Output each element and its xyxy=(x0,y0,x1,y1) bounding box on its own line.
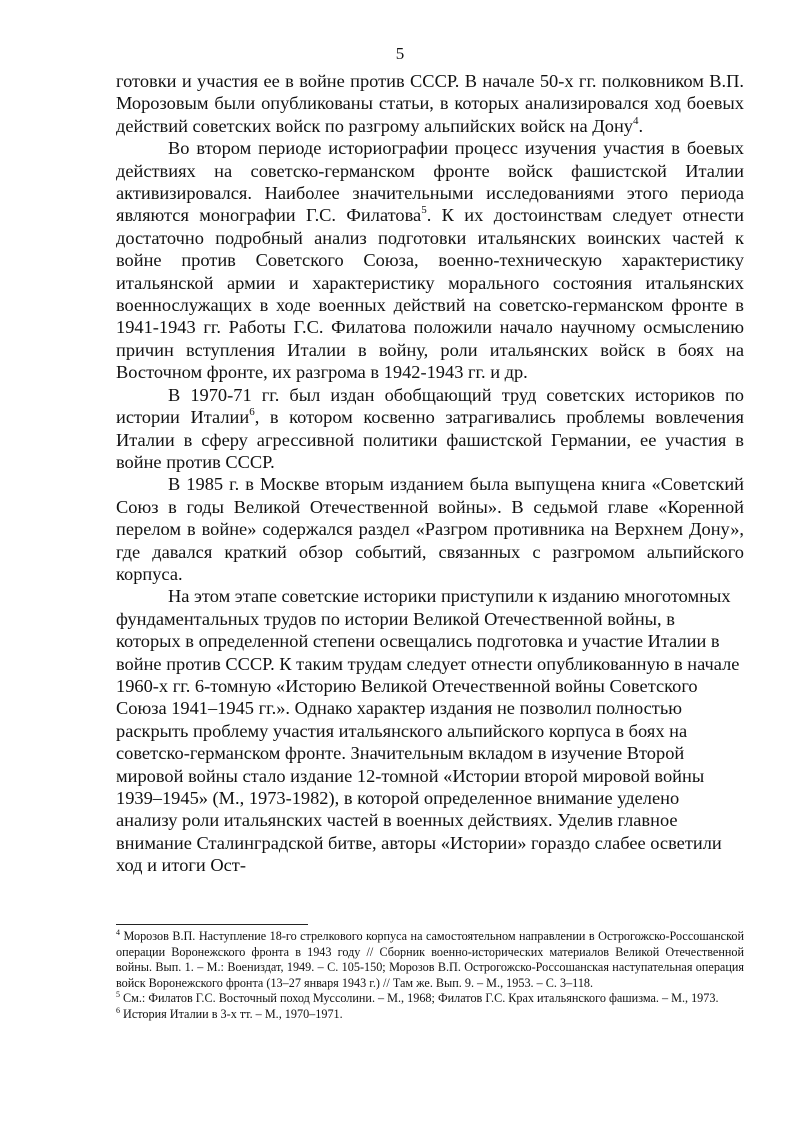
footnote xyxy=(116,1007,744,1023)
paragraph-text: , в котором косвенно затрагивались проблемы вовлечения Италии в сферу агрессивной политики фашистской Германии, ее участия в войне против СССР. xyxy=(116,407,744,472)
footnote-number: 6 xyxy=(116,1005,120,1015)
footnote-ref: 4 xyxy=(633,114,639,127)
paragraph-text: . xyxy=(638,115,644,136)
paragraph-text: готовки и участия ее в войне против СССР. В начале 50-х гг. полковником В.П. Морозовым были опубликованы статьи, в которых анализировался ход боевых действий советских войск по разгрому альпийских войск на Дону xyxy=(116,71,744,136)
footnotes xyxy=(116,929,744,1023)
footnote-text: Морозов В.П. Наступление 18-го стрелкового корпуса на самостоятельном направлении в Острогожско-Россошанской операции Воронежского фронта в 1943 году // Сборник военно-исторических материалов Великой Отечественной войны. Вып. 1. – М.: Воениздат, 1949. – С. 105-150; Морозов В.П. Острогожско-Россошанская наступательная операция войск Воронежского фронта (13–27 января 1943 г.) // Там же. Вып. 9. – М., 1953. – С. 3–118. xyxy=(116,929,744,990)
paragraph xyxy=(116,70,744,137)
paragraph xyxy=(116,585,744,876)
footnote-number: 4 xyxy=(116,928,120,937)
body-text xyxy=(116,70,744,877)
paragraph-text: . К их достоинствам следует отнести достаточно подробный анализ подготовки итальянских воинских частей к войне против Советского Союза, военно-техническую характеристику итальянской армии и характеристику морального состояния итальянских военнослужащих в ходе военных действий на советско-германском фронте в 1941-1943 гг. Работы Г.С. Филатова положили начало научному осмыслению причин вступления Италии в войну, роли итальянских войск в боях на Восточном фронте, их разгрома в 1942-1943 гг. и др. xyxy=(116,205,744,383)
footnote-number: 5 xyxy=(116,990,120,1000)
paragraph xyxy=(116,384,744,474)
paragraph-text: На этом этапе советские историки приступили к изданию многотомных фундаментальных трудов по истории Великой Отечественной войны, в которых в определенной степени освещались подготовка и участие Италии в войне против СССР. К таким трудам следует отнести опубликованную в начале 1960-х гг. 6-томную «Историю Великой Отечественной войны Советского Союза 1941–1945 гг.». Однако характер издания не позволил полностью раскрыть проблему участия итальянского альпийского корпуса в боях на советско-германском фронте. Значительным вкладом в изучение Второй мировой войны стало издание 12-томной «Истории второй мировой войны 1939–1945» (М., 1973-1982), в которой определенное внимание уделено анализу роли итальянских частей в военных действиях. Уделив главное внимание Сталинградской битве, авторы «Истории» гораздо слабее осветили ход и итоги Ост- xyxy=(116,586,740,876)
footnote-text: История Италии в 3-х тт. – М., 1970–1971. xyxy=(120,1006,343,1021)
paragraph-text: Во втором периоде историографии процесс изучения участия в боевых действиях на советско-германском фронте войск фашистской Италии активизировался. Наиболее значительными исследованиями этого периода являются монографии Г.С. Филатова xyxy=(116,138,744,226)
page-number: 5 xyxy=(395,44,405,63)
footnote xyxy=(116,929,744,991)
footnote-separator xyxy=(116,924,308,925)
footnote-text: См.: Филатов Г.С. Восточный поход Муссолини. – М., 1968; Филатов Г.С. Крах итальянского фашизма. – М., 1973. xyxy=(120,991,719,1006)
footnote-ref: 5 xyxy=(421,204,427,217)
footnote-ref: 6 xyxy=(249,406,255,419)
paragraph xyxy=(116,137,744,383)
paragraph-text: В 1985 г. в Москве вторым изданием была выпущена книга «Советский Союз в годы Великой Отечественной войны». В седьмой главе «Коренной перелом в войне» содержался раздел «Разгром противника на Верхнем Дону», где давался краткий обзор событий, связанных с разгромом альпийского корпуса. xyxy=(116,474,744,584)
footnote xyxy=(116,991,744,1007)
paragraph-text: В 1970-71 гг. был издан обобщающий труд советских историков по истории Италии xyxy=(116,384,744,428)
paragraph xyxy=(116,473,744,585)
